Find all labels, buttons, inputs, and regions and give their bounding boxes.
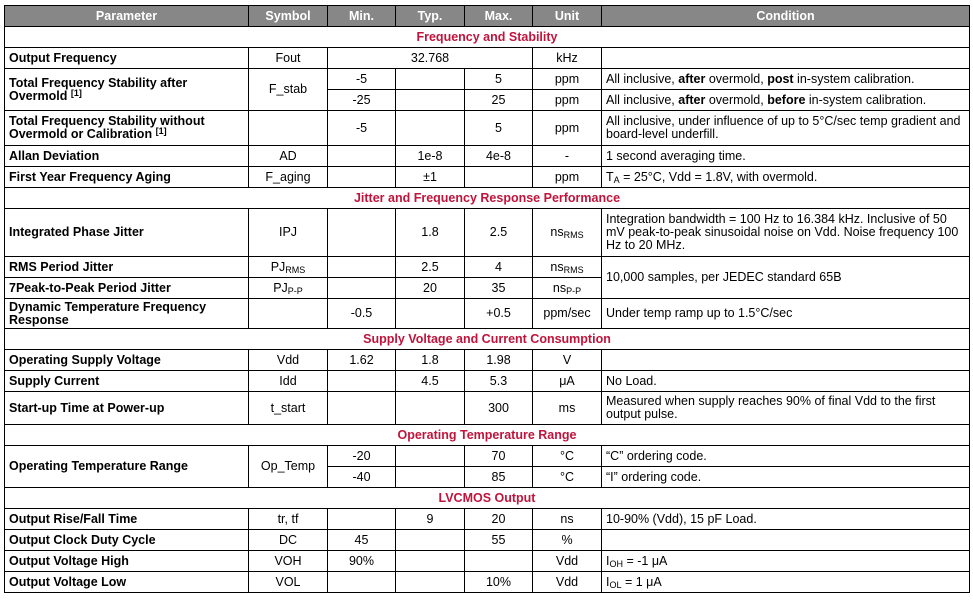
condition-cell [602,551,970,572]
symbol-cell [249,257,328,278]
header-typ: Typ. [396,6,465,27]
header-max: Max. [465,6,533,27]
unit-text: ns [550,225,564,239]
section-row [5,27,970,48]
table-row [5,392,970,425]
max-cell: 2.5 [465,209,533,257]
symbol-cell: AD [249,146,328,167]
param-cell [5,111,249,146]
min-cell: 90% [328,551,396,572]
typ-cell [396,111,465,146]
table-row [5,146,970,167]
typ-cell [396,69,465,90]
param-cell: Output Clock Duty Cycle [5,530,249,551]
symbol-cell: VOH [249,551,328,572]
max-cell: 1.98 [465,350,533,371]
condition-cell [602,572,970,593]
unit-cell: μA [533,371,602,392]
symbol-cell [249,299,328,329]
condition-cell: 10,000 samples, per JEDEC standard 65B [602,257,970,299]
min-cell: 45 [328,530,396,551]
param-cell: Supply Current [5,371,249,392]
symbol-cell: tr, tf [249,509,328,530]
unit-cell: kHz [533,48,602,69]
section-row [5,488,970,509]
condition-cell: Integration bandwidth = 100 Hz to 16.384 kHz. Inclusive of 50 mV peak-to-peak sinusoidal noise on Vdd. Noise frequency 100 Hz to 20 MHz. [602,209,970,257]
cond-text: overmold, [705,71,768,86]
cond-text: in-system calibration. [793,71,915,86]
unit-cell [533,278,602,299]
min-cell [328,146,396,167]
max-cell: 4e-8 [465,146,533,167]
condition-cell: All inclusive, under influence of up to 5°C/sec temp gradient and board-level underfill. [602,111,970,146]
max-cell: 35 [465,278,533,299]
min-cell: 1.62 [328,350,396,371]
cond-text: All inclusive, [606,71,679,86]
table-row [5,69,970,90]
min-cell [328,209,396,257]
min-cell: -5 [328,111,396,146]
min-cell [328,371,396,392]
section-row [5,425,970,446]
condition-cell [602,167,970,188]
symbol-subscript: P-P [287,285,303,296]
cond-text: = 25°C, Vdd = 1.8V, with overmold. [619,169,818,184]
cond-text: All inclusive, [606,92,679,107]
header-symbol: Symbol [249,6,328,27]
typ-cell: 1.8 [396,209,465,257]
unit-cell: Vdd [533,551,602,572]
section-jitter: Jitter and Frequency Response Performance [5,188,970,209]
typ-cell [396,446,465,467]
param-cell: 7Peak-to-Peak Period Jitter [5,278,249,299]
param-cell: Output Voltage Low [5,572,249,593]
min-cell: -5 [328,69,396,90]
table-row [5,299,970,329]
unit-cell: Vdd [533,572,602,593]
max-cell: 20 [465,509,533,530]
param-cell: Dynamic Temperature Frequency Response [5,299,249,329]
spec-table [4,5,970,593]
unit-cell: ns [533,509,602,530]
cond-subscript: OH [609,558,623,569]
table-row [5,530,970,551]
param-cell: Allan Deviation [5,146,249,167]
footnote-ref: [1] [70,87,82,98]
symbol-cell: F_aging [249,167,328,188]
unit-cell: ppm [533,69,602,90]
condition-cell: 1 second averaging time. [602,146,970,167]
unit-cell: °C [533,467,602,488]
unit-subscript: RMS [563,230,584,240]
typ-cell [396,572,465,593]
symbol-cell: Idd [249,371,328,392]
condition-cell: “I” ordering code. [602,467,970,488]
footnote-ref: [1] [155,126,167,136]
param-cell: Integrated Phase Jitter [5,209,249,257]
min-cell: -40 [328,467,396,488]
symbol-cell [249,278,328,299]
symbol-text: PJ [270,259,286,274]
max-cell: 5 [465,69,533,90]
unit-text: ns [552,280,567,295]
unit-cell: ppm/sec [533,299,602,329]
section-row [5,188,970,209]
cond-subscript: OL [609,579,622,590]
symbol-cell: F_stab [249,69,328,111]
param-text: Total Frequency Stability without Overmold or Calibration [9,114,205,141]
min-cell: -25 [328,90,396,111]
typ-cell: 32.768 [328,48,533,69]
typ-cell: 1e-8 [396,146,465,167]
unit-cell [533,257,602,278]
min-cell [328,392,396,425]
table-row [5,572,970,593]
max-cell [465,167,533,188]
section-supply: Supply Voltage and Current Consumption [5,329,970,350]
unit-cell: ppm [533,90,602,111]
unit-subscript: P-P [566,285,582,296]
unit-cell: ms [533,392,602,425]
typ-cell [396,530,465,551]
cond-text: overmold, [705,92,768,107]
max-cell: 10% [465,572,533,593]
table-row [5,371,970,392]
condition-cell [602,90,970,111]
unit-cell: V [533,350,602,371]
typ-cell [396,467,465,488]
condition-cell: No Load. [602,371,970,392]
table-row [5,111,970,146]
cond-text: = 1 μA [621,574,662,589]
param-cell: Output Voltage High [5,551,249,572]
max-cell: 70 [465,446,533,467]
cond-bold: after [678,71,706,86]
param-cell: Output Rise/Fall Time [5,509,249,530]
typ-cell: 2.5 [396,257,465,278]
table-row [5,350,970,371]
cond-subscript: A [613,174,620,185]
max-cell: 25 [465,90,533,111]
max-cell [465,551,533,572]
condition-cell [602,530,970,551]
unit-text: ns [550,259,564,274]
header-min: Min. [328,6,396,27]
typ-cell: 9 [396,509,465,530]
condition-cell: Under temp ramp up to 1.5°C/sec [602,299,970,329]
max-cell: 5.3 [465,371,533,392]
param-cell: Operating Supply Voltage [5,350,249,371]
unit-cell: °C [533,446,602,467]
cond-text: I [606,553,610,568]
typ-cell [396,90,465,111]
min-cell: -20 [328,446,396,467]
cond-text: T [606,169,614,184]
table-row [5,167,970,188]
min-cell [328,167,396,188]
table-row [5,551,970,572]
param-cell: Start-up Time at Power-up [5,392,249,425]
unit-cell [533,209,602,257]
param-cell: RMS Period Jitter [5,257,249,278]
symbol-cell: DC [249,530,328,551]
symbol-cell: Op_Temp [249,446,328,488]
typ-cell: 1.8 [396,350,465,371]
min-cell [328,257,396,278]
unit-cell: - [533,146,602,167]
section-row [5,329,970,350]
table-row [5,48,970,69]
symbol-cell: t_start [249,392,328,425]
unit-cell: % [533,530,602,551]
typ-cell: ±1 [396,167,465,188]
condition-cell [602,69,970,90]
max-cell: 4 [465,257,533,278]
typ-cell [396,299,465,329]
symbol-subscript: RMS [285,264,306,275]
header-parameter: Parameter [5,6,249,27]
param-cell: Operating Temperature Range [5,446,249,488]
section-lvcmos: LVCMOS Output [5,488,970,509]
condition-cell: Measured when supply reaches 90% of final Vdd to the first output pulse. [602,392,970,425]
table-row [5,509,970,530]
typ-cell: 20 [396,278,465,299]
header-condition: Condition [602,6,970,27]
header-row [5,6,970,27]
typ-cell [396,551,465,572]
cond-bold: post [767,71,794,86]
symbol-cell: Fout [249,48,328,69]
max-cell: 55 [465,530,533,551]
symbol-cell: IPJ [249,209,328,257]
condition-cell [602,48,970,69]
condition-cell: 10-90% (Vdd), 15 pF Load. [602,509,970,530]
unit-cell: ppm [533,111,602,146]
param-text: Total Frequency Stability after Overmold [9,75,188,103]
cond-text: I [606,574,610,589]
min-cell: -0.5 [328,299,396,329]
max-cell: 5 [465,111,533,146]
unit-subscript: RMS [563,264,584,275]
symbol-cell: Vdd [249,350,328,371]
param-cell [5,69,249,111]
condition-cell [602,350,970,371]
min-cell [328,278,396,299]
cond-bold: after [678,92,706,107]
min-cell [328,509,396,530]
unit-cell: ppm [533,167,602,188]
table-row [5,257,970,278]
max-cell: 85 [465,467,533,488]
max-cell: +0.5 [465,299,533,329]
section-frequency-stability: Frequency and Stability [5,27,970,48]
header-unit: Unit [533,6,602,27]
cond-text: = -1 μA [622,553,668,568]
symbol-text: PJ [273,280,288,295]
section-temperature: Operating Temperature Range [5,425,970,446]
symbol-cell: VOL [249,572,328,593]
condition-cell: “C” ordering code. [602,446,970,467]
typ-cell: 4.5 [396,371,465,392]
cond-bold: before [767,92,806,107]
table-row [5,446,970,467]
max-cell: 300 [465,392,533,425]
typ-cell [396,392,465,425]
symbol-cell [249,111,328,146]
param-cell: Output Frequency [5,48,249,69]
table-row [5,209,970,257]
param-cell: First Year Frequency Aging [5,167,249,188]
cond-text: in-system calibration. [805,92,927,107]
min-cell [328,572,396,593]
